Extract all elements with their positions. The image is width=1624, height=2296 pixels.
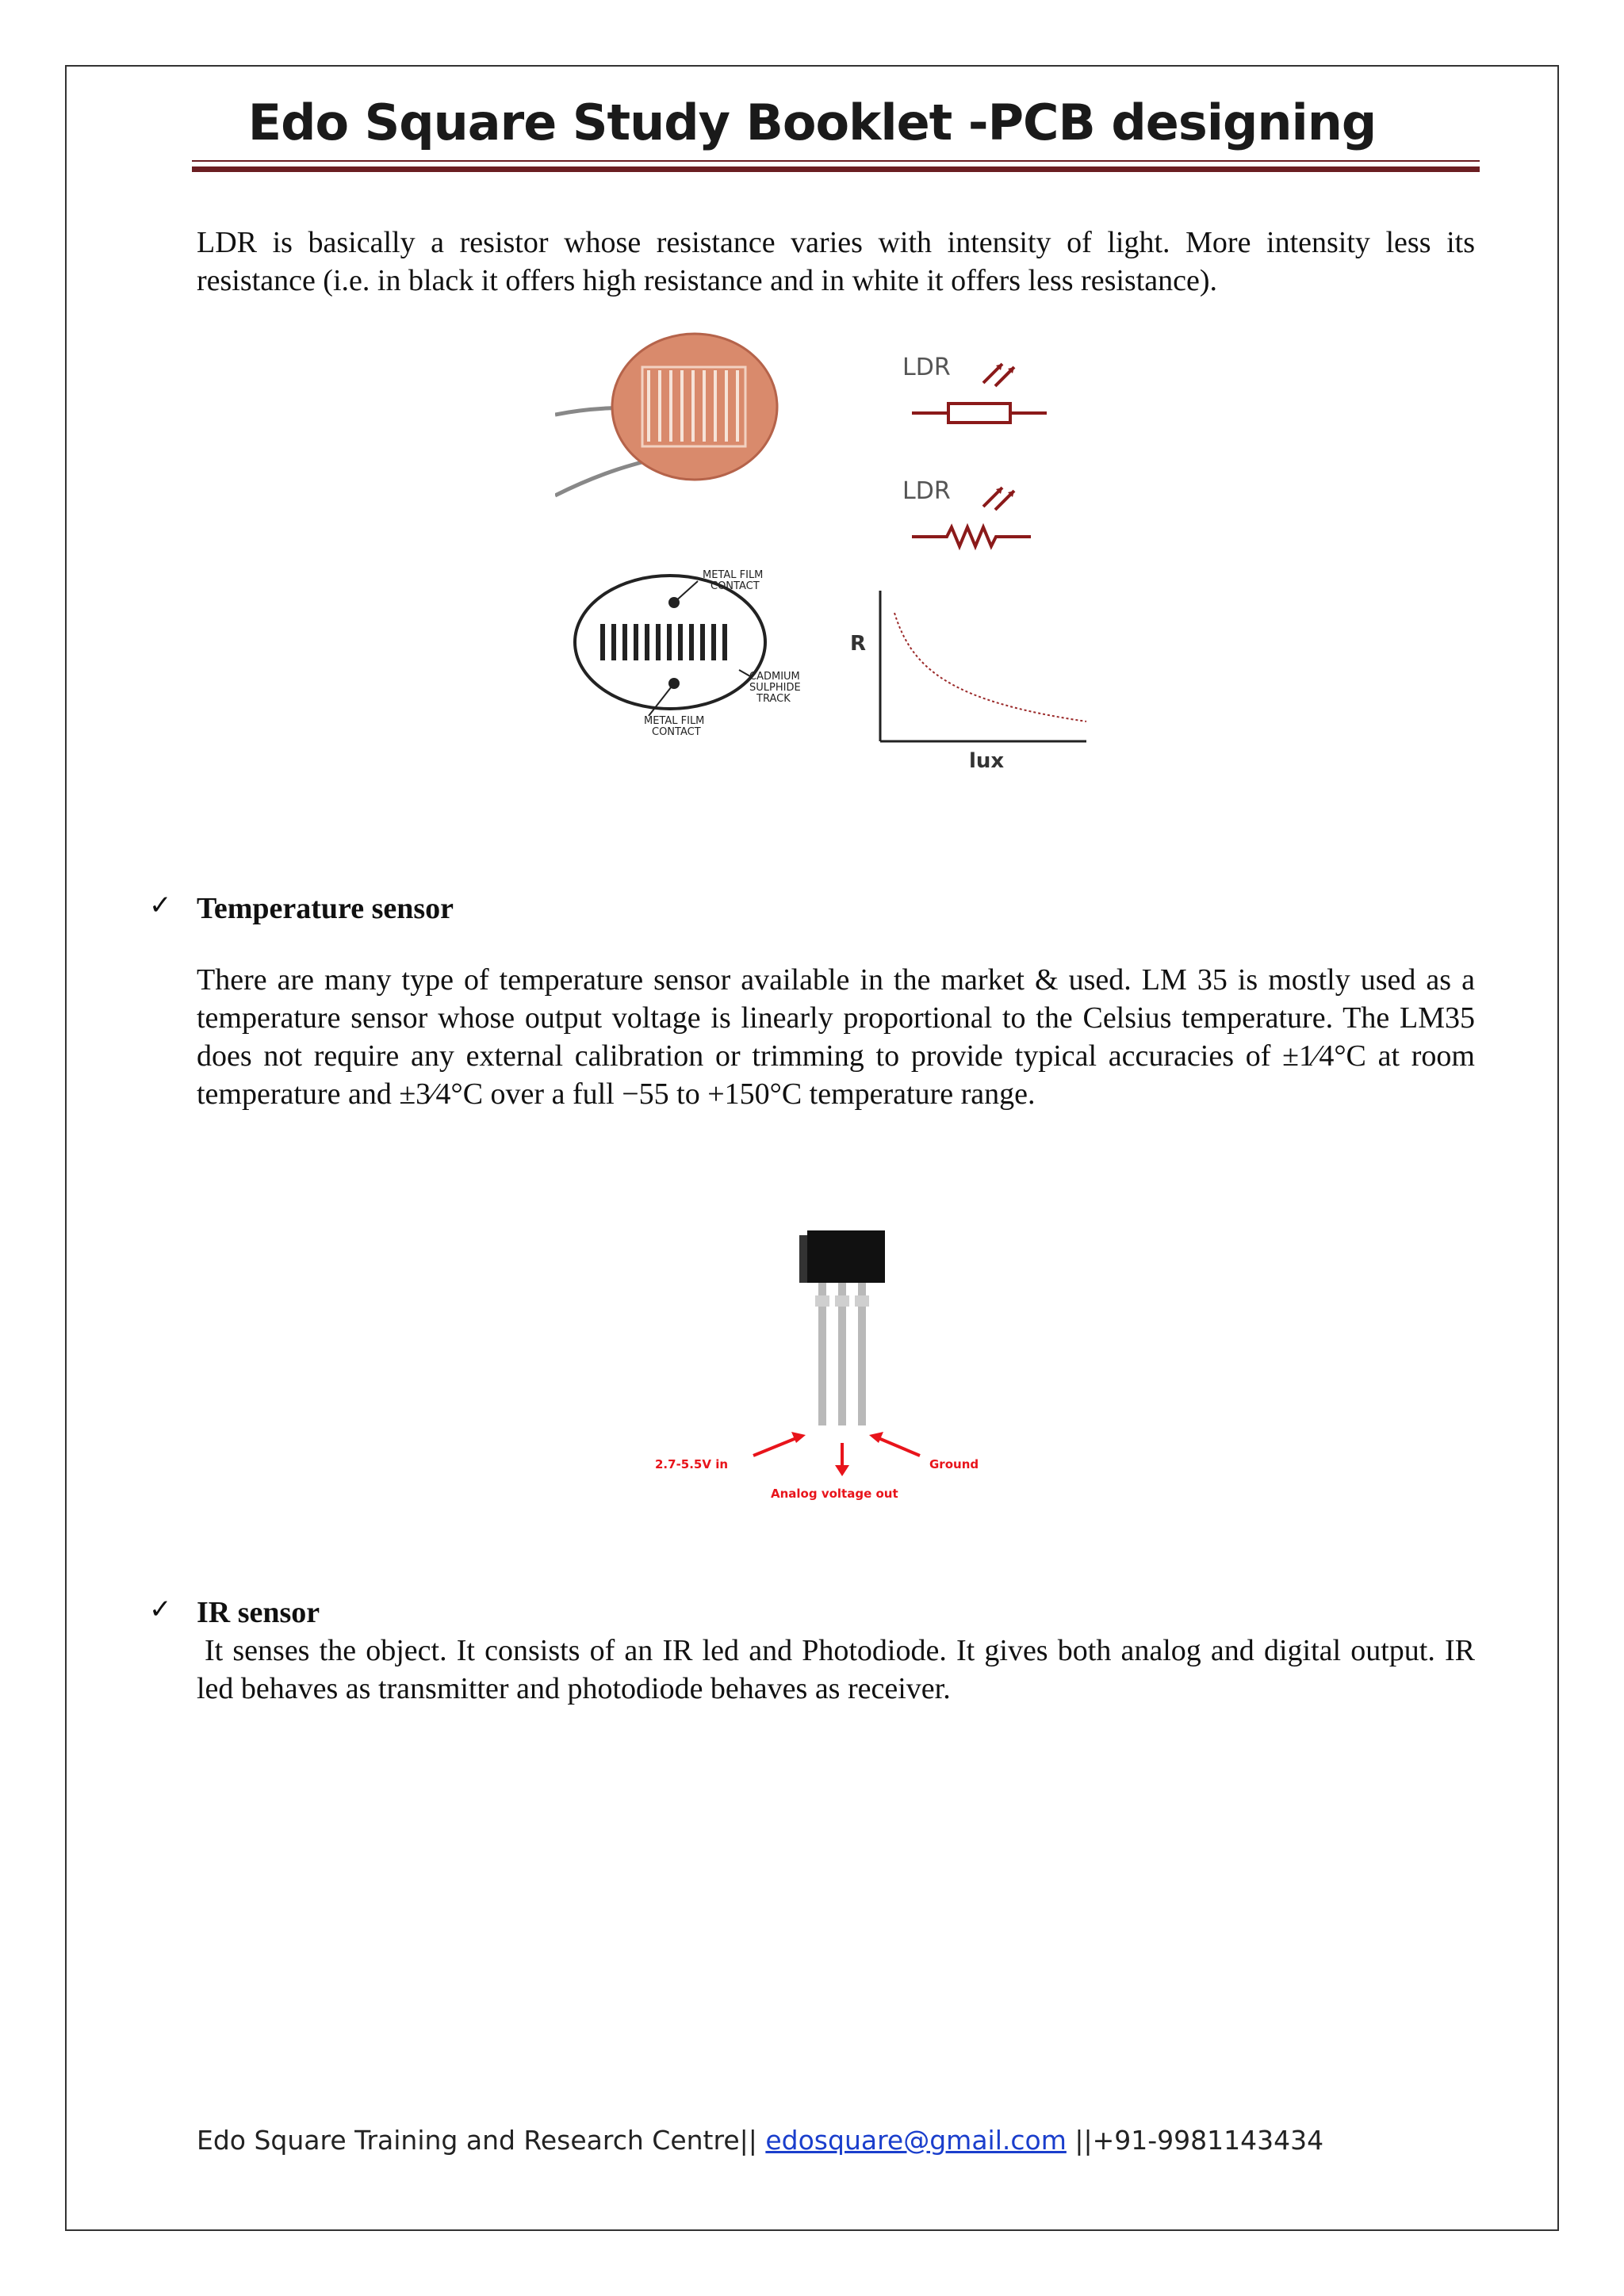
footer-email-link[interactable]: edosquare@gmail.com [765, 2125, 1067, 2156]
footer-org: Edo Square Training and Research Centre|| [197, 2125, 757, 2156]
ldr-symbol-zigzag [902, 477, 1031, 546]
contact-bottom-line2: CONTACT [652, 726, 701, 738]
pin-label-vout: Analog voltage out [771, 1487, 898, 1501]
contact-top-line1: METAL FILM [703, 569, 764, 581]
graph-x-label: lux [969, 749, 1005, 773]
track-line2: SULPHIDE [749, 682, 801, 694]
resistance-vs-lux-graph [850, 591, 1086, 773]
ir-description: It senses the object. It consists of an IR led and Photodiode. It gives both analog and digital output. IR led behaves as transmitter and photodiode behaves as receiver. [197, 1634, 1475, 1705]
contact-bottom-line1: METAL FILM [644, 715, 705, 727]
track-line1: CADMIUM [749, 671, 800, 683]
footer [197, 2125, 1323, 2156]
ldr-symbol-label-1: LDR [902, 354, 951, 381]
page-title: Edo Square Study Booklet -PCB designing [247, 94, 1377, 151]
ldr-construction-diagram [575, 569, 801, 738]
title-rule-thick [192, 166, 1480, 172]
temperature-heading: Temperature sensor [197, 892, 454, 925]
ir-heading: IR sensor [197, 1596, 320, 1629]
lm35-package [799, 1230, 885, 1425]
ldr-symbol-rectangle [902, 354, 1047, 423]
footer-phone: ||+91-9981143434 [1074, 2125, 1324, 2156]
ldr-symbol-label-2: LDR [902, 477, 951, 505]
pin-label-ground: Ground [929, 1457, 979, 1471]
checkmark-icon: ✓ [149, 1594, 172, 1625]
lm35-figure [650, 1221, 983, 1506]
ldr-photo [555, 334, 777, 496]
checkmark-icon: ✓ [149, 890, 172, 921]
ldr-description: LDR is basically a resistor whose resistance varies with intensity of light. More intensity less its resistance (i.e. in black it offers high resistance and in white it offers less resistance). [197, 226, 1475, 297]
pin-label-vin: 2.7-5.5V in [655, 1457, 729, 1471]
contact-top-line2: CONTACT [710, 580, 760, 592]
temperature-description: There are many type of temperature sensor available in the market & used. LM 35 is mostly used as a temperature sensor whose output voltage is linearly proportional to the Celsius temperature. The LM35 does not require any external calibration or trimming to provide typical accuracies of ±1⁄4°C at room temperature and ±3⁄4°C over a full −55 to +150°C temperature range. [197, 963, 1475, 1111]
lm35-arrows [753, 1432, 920, 1476]
title-rule-thin [192, 160, 1480, 162]
ldr-figure [555, 329, 1094, 789]
track-line3: TRACK [756, 693, 791, 705]
graph-y-label: R [850, 632, 867, 656]
